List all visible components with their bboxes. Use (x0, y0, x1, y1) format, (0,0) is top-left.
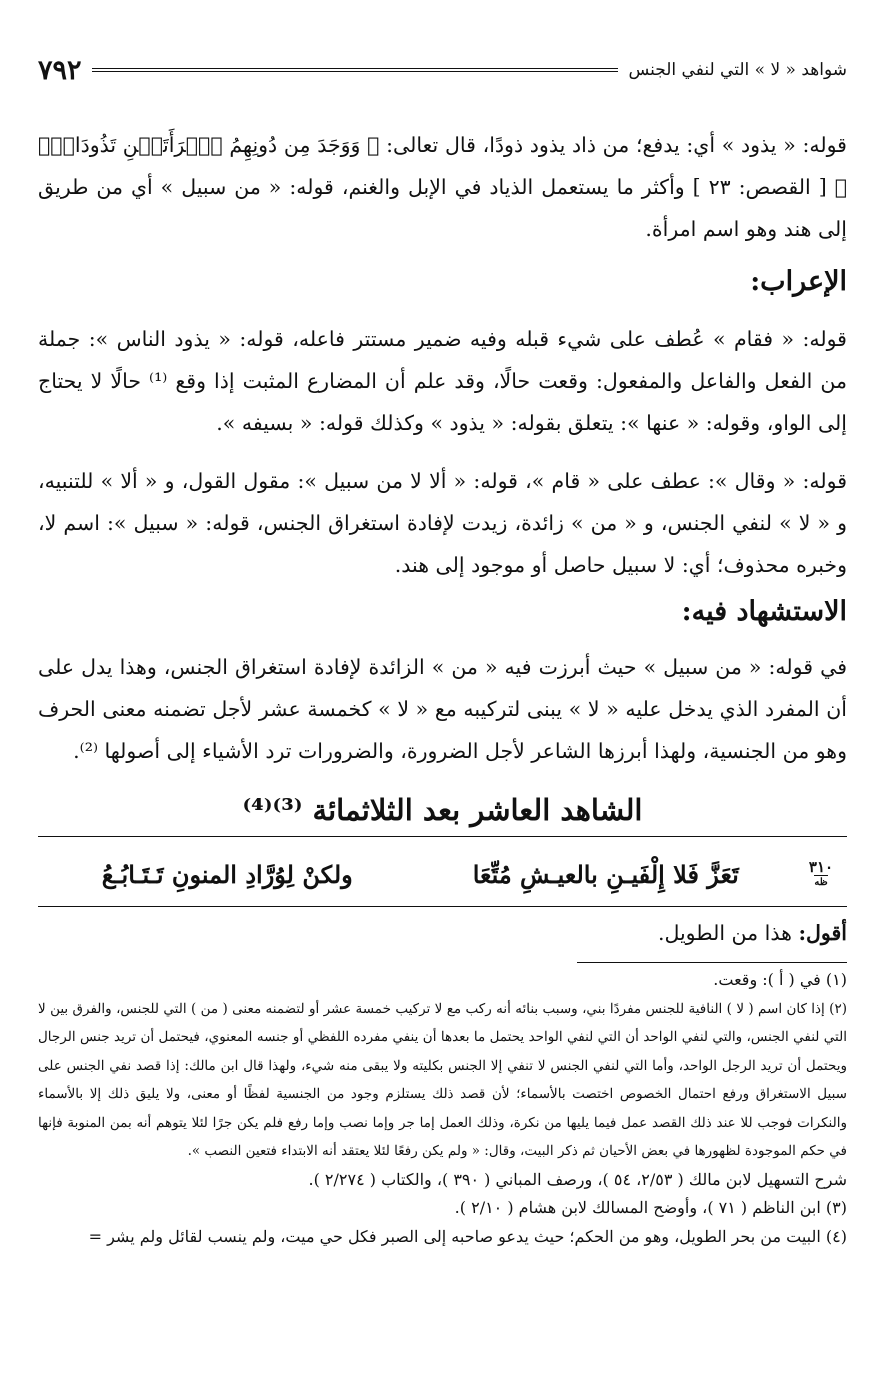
verse-second-hemistich: ولكنْ لِوُرَّادِ المنونِ تَـتَـابُـعُ (101, 859, 353, 889)
aqul-text: هذا من الطويل. (657, 921, 799, 945)
aqul-paragraph (38, 912, 847, 954)
vocabulary-paragraph: قوله: « يذود » أي: يدفع؛ من ذاد يذود ذودًا، قال تعالى: ﴿ وَوَجَدَ مِن دُونِهِمُ ٱمۡرَأَتَيۡنِ تَذُودَانِۖ ﴾ [ القصص: ٢٣ ] وأكثر ما يستعمل الذياد في الإبل والغنم، قوله: « من سبيل » أي من طريق إلى هند وهو اسم امرأة. (38, 133, 847, 241)
header-title: شواهد « لا » التي لنفي الجنس (628, 60, 847, 80)
footnote-4: (٤) البيت من بحر الطويل، وهو من الحكم؛ حيث يدعو صاحبه إلى الصبر فكل حي ميت، ولم ينسب لقائل ولم يشر = (88, 1226, 847, 1246)
verse-bottom-rule (38, 906, 847, 907)
witness-heading: الشاهد العاشر بعد الثلاثمائة ⁽³⁾⁽⁴⁾ (242, 793, 643, 827)
verse-first-hemistich: تَعَزَّ فَلا إِلْفَيـنِ بالعيـشِ مُتِّعَا (472, 859, 739, 889)
footnote-rule (577, 962, 847, 963)
irab-paragraph-2: قوله: « وقال »: عطف على « قام »، قوله: « ألا لا من سبيل »: مقول القول، و « ألا » للتنبيه، و « لا » لنفي الجنس، و « من » زائدة، زيدت لإفادة استغراق الجنس، قوله: « سبيل »: اسم لا، وخبره محذوف؛ أي: لا سبيل حاصل أو موجود إلى هند. (38, 469, 847, 577)
istishhad-paragraph: في قوله: « من سبيل » حيث أبرزت فيه « من » الزائدة لإفادة استغراق الجنس، وهذا يدل على أن المفرد الذي يدخل عليه « لا » يبنى لتركيبه مع « لا » كخمسة عشر لأجل تضمنه معنى الحرف وهو من الجنسية، ولهذا أبرزها الشاعر لأجل الضرورة، والضرورات ترد الأشياء إلى أصولها ⁽²⁾. (38, 655, 847, 763)
istishhad-heading: الاستشهاد فيه: (681, 596, 847, 627)
aqul-label: أقول: (798, 921, 847, 945)
footnotes (38, 966, 847, 1251)
verse-row (38, 846, 847, 902)
verse-marker: ظه (814, 877, 828, 888)
irab-paragraph-1: قوله: « فقام » عُطف على شيء قبله وفيه ضمير مستتر فاعله، قوله: « يذود الناس »: جملة من الفعل والفاعل والمفعول: وقعت حالًا، وقد علم أن المضارع المثبت إذا وقع ⁽¹⁾ حالًا لا يحتاج إلى الواو، وقوله: « عنها »: يتعلق بقوله: « يذود » وكذلك قوله: « بسيفه ». (38, 327, 847, 435)
verse-number (795, 859, 847, 889)
page-number: ٧٩٢ (38, 54, 82, 86)
footnote-3: (٣) ابن الناظم ( ٧١ )، وأوضح المسالك لابن هشام ( ٢/١٠ ). (454, 1198, 847, 1217)
running-header (38, 52, 847, 88)
footnote-2-sources: شرح التسهيل لابن مالك ( ٢/٥٣، ٥٤ )، ورصف المباني ( ٣٩٠ )، والكتاب ( ٢/٢٧٤ ). (308, 1169, 847, 1189)
verse-number-value: ٣١٠ (808, 858, 834, 876)
irab-heading: الإعراب: (750, 266, 847, 297)
verse-top-rule (38, 836, 847, 837)
footnote-1: (١) في ( أ ): وقعت. (713, 970, 847, 989)
header-rule (92, 68, 619, 72)
footnote-2: (٢) إذا كان اسم ( لا ) النافية للجنس مفردًا بني، وسبب بنائه أنه ركب مع لا تركيب خمسة عشر أو لتضمنه معنى ( من ) التي للجنس، والفرق بين لا التي لنفي الجنس، والتي لنفي الواحد أن التي لنفي الواحد يحتمل ما بعدها أن ينفي مفرده اللفظي أو جنسه المعنوي، فيحتمل أن تريد جنس الرجال ويحتمل أن تريد الرجل الواحد، وأما التي لنفي الجنس لا تنفي إلا الجنس بكليته ولا يبقى منه شيء، ولهذا قال ابن مالك: إذا قصد نفي الجنس على سبيل الاستغراق ورفع احتمال الخصوص اختصت بالأسماء؛ لأن قصد ذلك يستلزم وجود من الجنسية لفظًا أو معنى، ولا يليق ذلك إلا بالأسماء والنكرات فوجب للا عند ذلك القصد عمل فيما يليها من نكرة، وذلك العمل إما جر وإما نصب وإما رفع فلم يكن جرًا لئلا يتوهم أنه بمن المنوبة فإنها في حكم الموجودة لظهورها في بعض الأحيان ثم ذكر البيت، وقال: « ولم يكن رفعًا لئلا يعتقد أنه الابتداء فتعين النصب ». (38, 1000, 847, 1159)
